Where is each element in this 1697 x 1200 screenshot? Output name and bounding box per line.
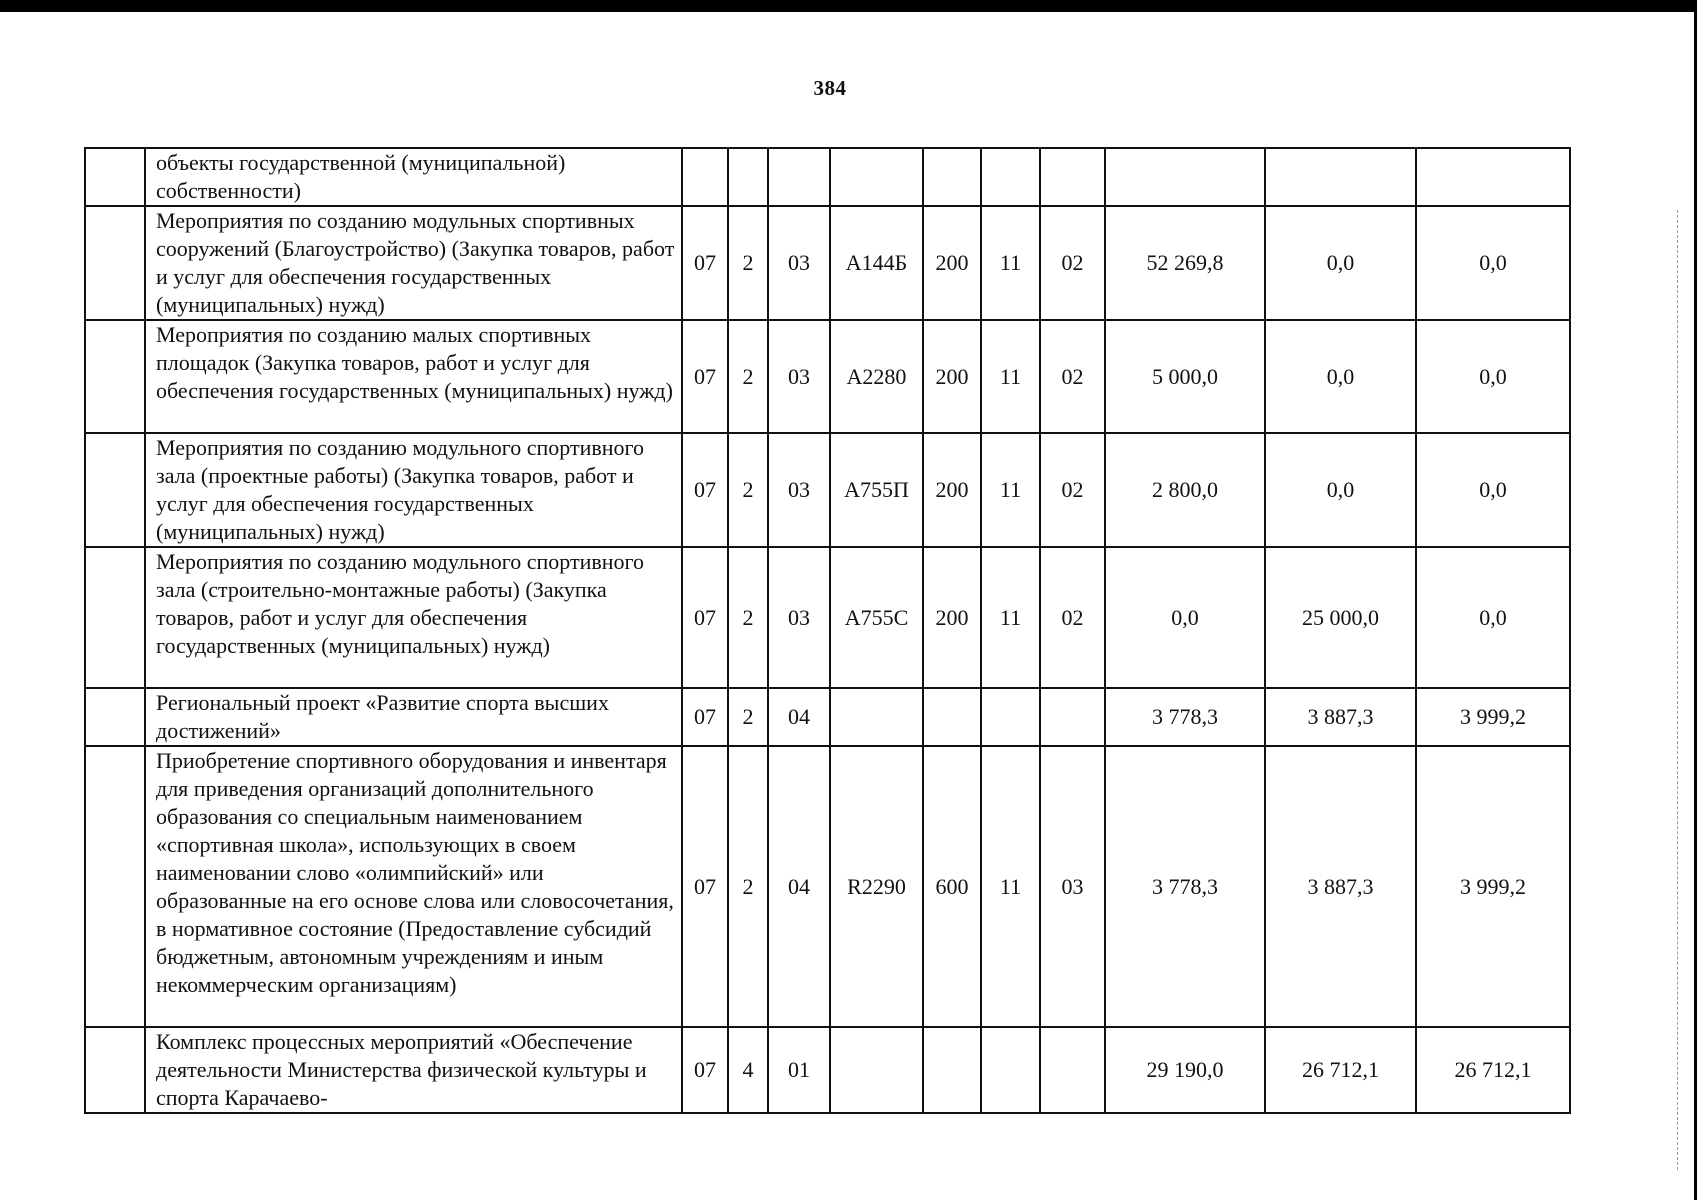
section-code-cell: 07: [682, 547, 728, 688]
section-cell: [981, 148, 1040, 206]
expense-type-cell: 200: [923, 547, 981, 688]
section-code-cell: 07: [682, 433, 728, 547]
section-code-cell: 07: [682, 746, 728, 1027]
amount-year-1-cell: 0,0: [1105, 547, 1265, 688]
amount-year-1-cell: 52 269,8: [1105, 206, 1265, 320]
section-code-cell: 07: [682, 320, 728, 433]
amount-year-2-cell: 3 887,3: [1265, 688, 1416, 746]
table-row: [85, 148, 1570, 206]
program-code-cell: 2: [728, 688, 768, 746]
section-cell: 11: [981, 320, 1040, 433]
section-code-cell: 07: [682, 688, 728, 746]
amount-year-3-cell: 0,0: [1416, 206, 1570, 320]
amount-year-1-cell: 3 778,3: [1105, 746, 1265, 1027]
description-cell: Региональный проект «Развитие спорта высших достижений»: [145, 688, 682, 746]
direction-code-cell: [830, 1027, 923, 1113]
program-code-cell: 2: [728, 547, 768, 688]
expense-type-cell: [923, 688, 981, 746]
table-row: [85, 547, 1570, 688]
section-code-cell: [682, 148, 728, 206]
expense-type-cell: [923, 1027, 981, 1113]
row-number-cell: [85, 433, 145, 547]
section-cell: [981, 688, 1040, 746]
amount-year-1-cell: 29 190,0: [1105, 1027, 1265, 1113]
amount-year-1-cell: [1105, 148, 1265, 206]
amount-year-2-cell: 0,0: [1265, 206, 1416, 320]
table-row: [85, 1027, 1570, 1113]
description-cell: Мероприятия по созданию малых спортивных площадок (Закупка товаров, работ и услуг для обеспечения государственных (муниципальных) нужд): [145, 320, 682, 433]
subsection-cell: 02: [1040, 433, 1105, 547]
description-cell: Комплекс процессных мероприятий «Обеспечение деятельности Министерства физической культуры и спорта Карачаево-: [145, 1027, 682, 1113]
scan-artifact-line: [1677, 210, 1679, 1170]
subprogram-code-cell: 01: [768, 1027, 830, 1113]
amount-year-2-cell: 25 000,0: [1265, 547, 1416, 688]
subprogram-code-cell: 04: [768, 746, 830, 1027]
scan-top-border: [0, 0, 1697, 12]
amount-year-3-cell: 0,0: [1416, 547, 1570, 688]
amount-year-3-cell: 3 999,2: [1416, 746, 1570, 1027]
expense-type-cell: 200: [923, 206, 981, 320]
table-row: [85, 746, 1570, 1027]
amount-year-2-cell: 26 712,1: [1265, 1027, 1416, 1113]
program-code-cell: 4: [728, 1027, 768, 1113]
amount-year-3-cell: 0,0: [1416, 433, 1570, 547]
table-row: [85, 320, 1570, 433]
direction-code-cell: А2280: [830, 320, 923, 433]
subprogram-code-cell: 03: [768, 320, 830, 433]
expense-type-cell: 200: [923, 433, 981, 547]
section-code-cell: 07: [682, 1027, 728, 1113]
table-row: [85, 206, 1570, 320]
amount-year-1-cell: 2 800,0: [1105, 433, 1265, 547]
amount-year-1-cell: 3 778,3: [1105, 688, 1265, 746]
description-cell: объекты государственной (муниципальной) собственности): [145, 148, 682, 206]
program-code-cell: 2: [728, 746, 768, 1027]
subsection-cell: 02: [1040, 206, 1105, 320]
row-number-cell: [85, 746, 145, 1027]
amount-year-2-cell: 0,0: [1265, 320, 1416, 433]
amount-year-1-cell: 5 000,0: [1105, 320, 1265, 433]
subprogram-code-cell: 03: [768, 433, 830, 547]
subprogram-code-cell: 03: [768, 206, 830, 320]
section-cell: [981, 1027, 1040, 1113]
row-number-cell: [85, 148, 145, 206]
amount-year-3-cell: 26 712,1: [1416, 1027, 1570, 1113]
amount-year-2-cell: [1265, 148, 1416, 206]
direction-code-cell: [830, 688, 923, 746]
section-cell: 11: [981, 746, 1040, 1027]
table-row: [85, 688, 1570, 746]
description-cell: Мероприятия по созданию модульного спортивного зала (строительно-монтажные работы) (Закупка товаров, работ и услуг для обеспечения государственных (муниципальных) нужд): [145, 547, 682, 688]
section-cell: 11: [981, 433, 1040, 547]
subsection-cell: [1040, 1027, 1105, 1113]
page-number: 384: [813, 76, 847, 100]
subsection-cell: 02: [1040, 320, 1105, 433]
description-cell: Мероприятия по созданию модульного спортивного зала (проектные работы) (Закупка товаров, работ и услуг для обеспечения государственных (муниципальных) нужд): [145, 433, 682, 547]
program-code-cell: 2: [728, 433, 768, 547]
amount-year-2-cell: 3 887,3: [1265, 746, 1416, 1027]
description-cell: Мероприятия по созданию модульных спортивных сооружений (Благоустройство) (Закупка товаров, работ и услуг для обеспечения государственных (муниципальных) нужд): [145, 206, 682, 320]
expense-type-cell: 600: [923, 746, 981, 1027]
row-number-cell: [85, 688, 145, 746]
row-number-cell: [85, 1027, 145, 1113]
direction-code-cell: А144Б: [830, 206, 923, 320]
direction-code-cell: [830, 148, 923, 206]
subprogram-code-cell: 04: [768, 688, 830, 746]
table-row: [85, 433, 1570, 547]
program-code-cell: [728, 148, 768, 206]
amount-year-3-cell: 0,0: [1416, 320, 1570, 433]
direction-code-cell: R2290: [830, 746, 923, 1027]
subprogram-code-cell: [768, 148, 830, 206]
row-number-cell: [85, 206, 145, 320]
description-cell: Приобретение спортивного оборудования и инвентаря для приведения организаций дополнительного образования со специальным наименованием «спортивная школа», использующих в своем наименовании слово «олимпийский» или образованные на его основе слова или словосочетания, в нормативное состояние (Предоставление субсидий бюджетным, автономным учреждениям и иным некоммерческим организациям): [145, 746, 682, 1027]
subprogram-code-cell: 03: [768, 547, 830, 688]
amount-year-2-cell: 0,0: [1265, 433, 1416, 547]
subsection-cell: 03: [1040, 746, 1105, 1027]
section-cell: 11: [981, 547, 1040, 688]
row-number-cell: [85, 320, 145, 433]
subsection-cell: [1040, 688, 1105, 746]
direction-code-cell: А755С: [830, 547, 923, 688]
program-code-cell: 2: [728, 320, 768, 433]
subsection-cell: 02: [1040, 547, 1105, 688]
direction-code-cell: А755П: [830, 433, 923, 547]
amount-year-3-cell: 3 999,2: [1416, 688, 1570, 746]
subsection-cell: [1040, 148, 1105, 206]
section-code-cell: 07: [682, 206, 728, 320]
program-code-cell: 2: [728, 206, 768, 320]
amount-year-3-cell: [1416, 148, 1570, 206]
budget-table: [84, 147, 1571, 1114]
section-cell: 11: [981, 206, 1040, 320]
expense-type-cell: [923, 148, 981, 206]
row-number-cell: [85, 547, 145, 688]
expense-type-cell: 200: [923, 320, 981, 433]
